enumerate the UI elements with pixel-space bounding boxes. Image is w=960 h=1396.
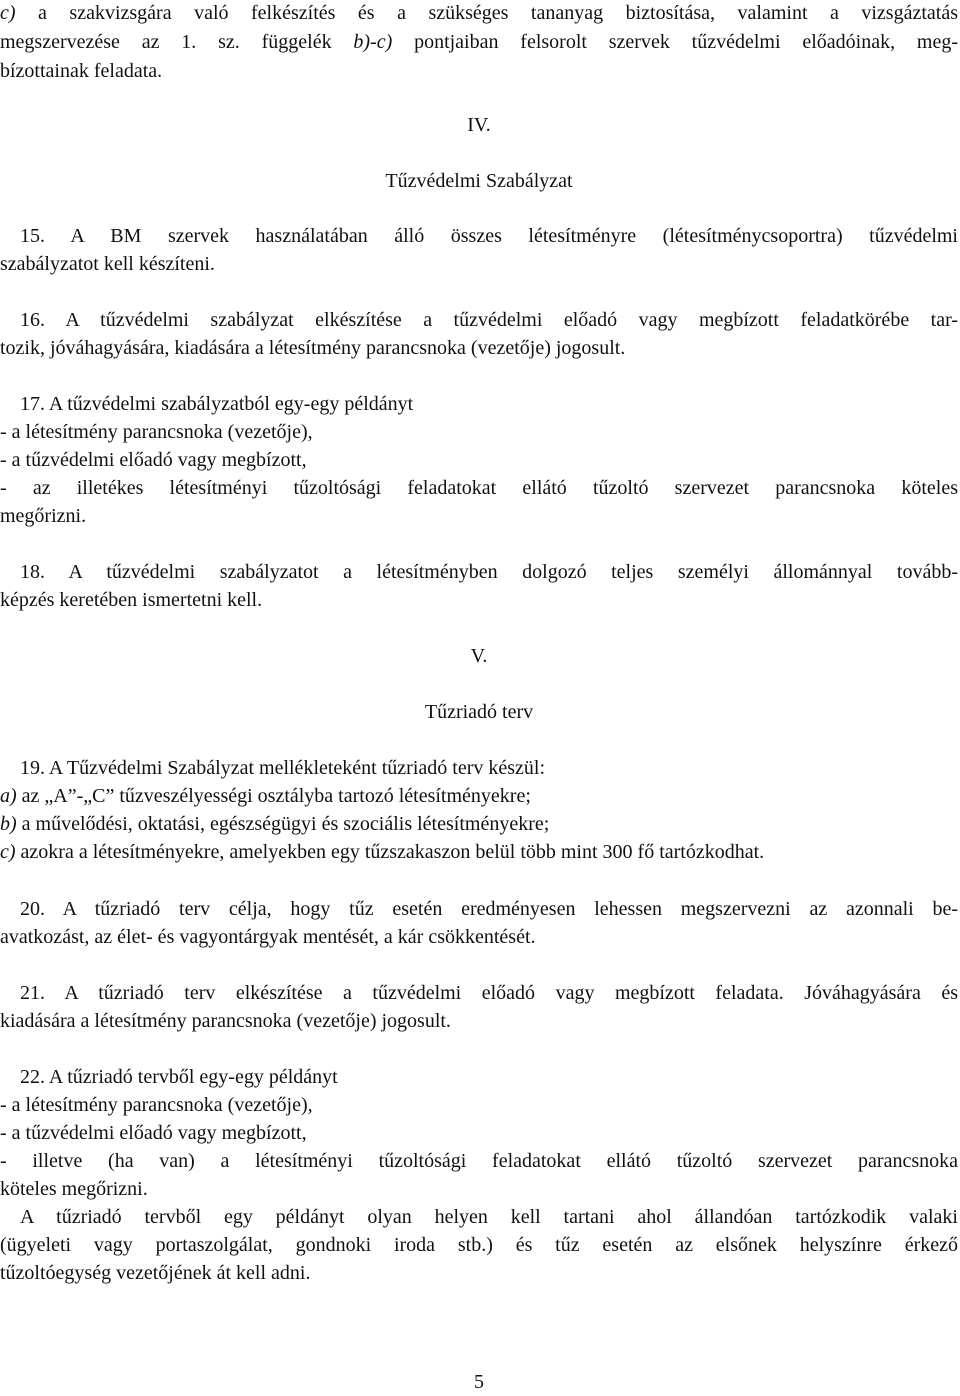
paragraph-17-line-3: - a tűzvédelmi előadó vagy megbízott, (0, 449, 307, 471)
paragraph-21-line-2: kiadására a létesítmény parancsnoka (vezetője) jogosult. (0, 1010, 451, 1032)
paragraph-15-line-1: 15. A BM szervek használatában álló összes létesítményre (létesítménycsoportra) tűzvédelmi (20, 225, 958, 247)
paragraph-19-item-c: c) azokra a létesítményekre, amelyekben egy tűzszakaszon belül több mint 300 fő tartózkodhat. (0, 841, 765, 863)
paragraph-21-line-1: 21. A tűzriadó terv elkészítése a tűzvédelmi előadó vagy megbízott feladata. Jóváhagyására és (20, 982, 958, 1004)
paragraph-17-line-2: - a létesítmény parancsnoka (vezetője), (0, 421, 313, 443)
paragraph-22-line-1: 22. A tűzriadó tervből egy-egy példányt (20, 1066, 338, 1088)
paragraph-15-line-2: szabályzatot kell készíteni. (0, 253, 215, 275)
page-number: 5 (474, 1371, 484, 1393)
paragraph-22-line-8: tűzoltóegység vezetőjének át kell adni. (0, 1262, 311, 1284)
paragraph-22-line-7: (ügyeleti vagy portaszolgálat, gondnoki iroda stb.) és tűz esetén az elsőnek helyszínre érkező (0, 1234, 958, 1256)
paragraph-22-line-5: köteles megőrizni. (0, 1178, 148, 1200)
section-v-title: Tűzriadó terv (424, 701, 534, 723)
item-c-label: c) (0, 2, 16, 24)
intro-line-3: bízottainak feladata. (0, 60, 163, 82)
section-iv-title: Tűzvédelmi Szabályzat (385, 170, 573, 192)
intro-line-1: c) a szakvizsgára való felkészítés és a szükséges tananyag biztosítása, valamint a vizsgáztatás (0, 2, 958, 24)
paragraph-17-line-1: 17. A tűzvédelmi szabályzatból egy-egy példányt (20, 393, 414, 415)
paragraph-18-line-1: 18. A tűzvédelmi szabályzatot a létesítményben dolgozó teljes személyi állománnyal tovább- (20, 561, 958, 583)
paragraph-18-line-2: képzés keretében ismertetni kell. (0, 589, 263, 611)
paragraph-16-line-2: tozik, jóváhagyására, kiadására a létesítmény parancsnoka (vezetője) jogosult. (0, 337, 626, 359)
paragraph-22-line-6: A tűzriadó tervből egy példányt olyan helyen kell tartani ahol állandóan tartózkodik valaki (20, 1206, 958, 1228)
paragraph-20-line-2: avatkozást, az élet- és vagyontárgyak mentését, a kár csökkentését. (0, 926, 536, 948)
section-v-numeral: V. (470, 645, 488, 667)
paragraph-22-line-2: - a létesítmény parancsnoka (vezetője), (0, 1094, 313, 1116)
paragraph-17-line-4: - az illetékes létesítményi tűzoltósági feladatokat ellátó tűzoltó szervezet parancsnoka köteles (0, 477, 958, 499)
paragraph-20-line-1: 20. A tűzriadó terv célja, hogy tűz esetén eredményesen lehessen megszervezni az azonnali be- (20, 898, 958, 920)
paragraph-22-line-3: - a tűzvédelmi előadó vagy megbízott, (0, 1122, 307, 1144)
paragraph-19-item-b: b) a művelődési, oktatási, egészségügyi és szociális létesítményekre; (0, 813, 550, 835)
intro-line-2: megszervezése az 1. sz. függelék b)-c) pontjaiban felsorolt szervek tűzvédelmi előadóinak, meg- (0, 31, 958, 53)
section-iv-numeral: IV. (467, 114, 491, 136)
paragraph-17-line-5: megőrizni. (0, 505, 87, 527)
paragraph-22-line-4: - illetve (ha van) a létesítményi tűzoltósági feladatokat ellátó tűzoltó szervezet parancsnoka (0, 1150, 958, 1172)
paragraph-16-line-1: 16. A tűzvédelmi szabályzat elkészítése a tűzvédelmi előadó vagy megbízott feladatkörébe tar- (20, 309, 958, 331)
paragraph-19-item-a: a) az „A”-„C” tűzveszélyességi osztályba tartozó létesítményekre; (0, 785, 531, 807)
paragraph-19-line-1: 19. A Tűzvédelmi Szabályzat mellékleteként tűzriadó terv készül: (20, 757, 546, 779)
